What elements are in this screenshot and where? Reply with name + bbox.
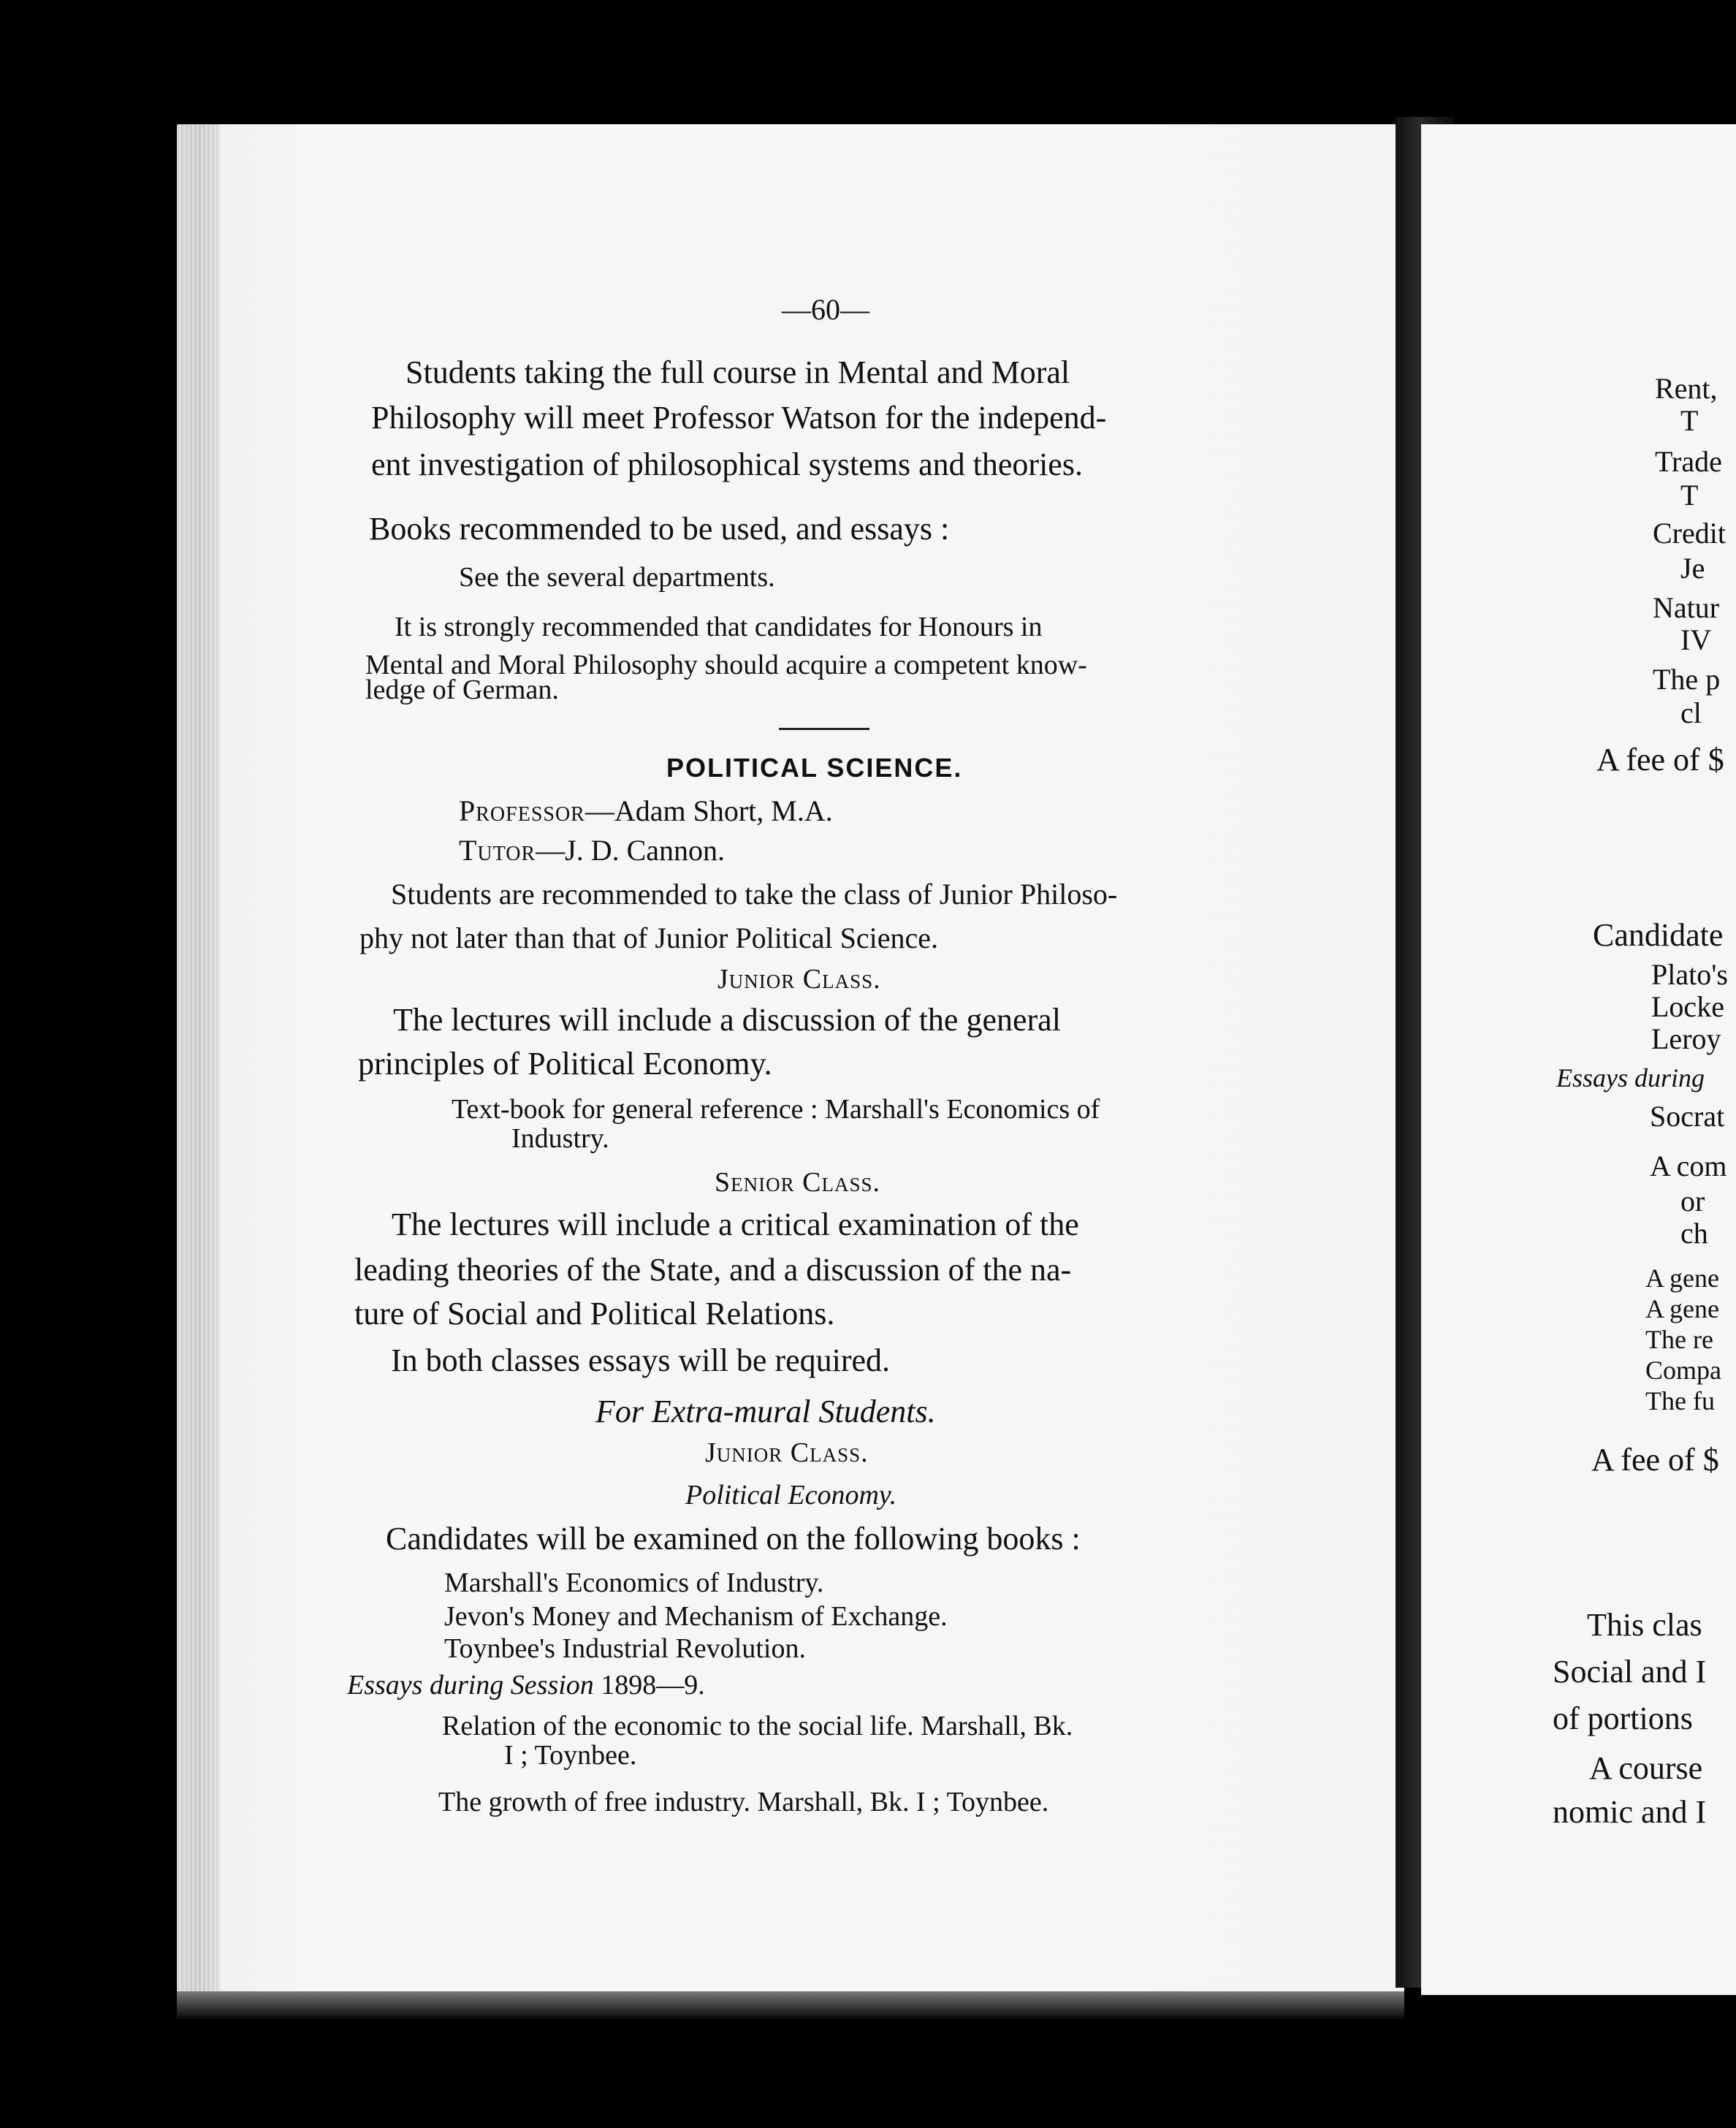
junior-lectures-line1: The lectures will include a discussion of the general	[393, 1002, 1061, 1038]
right-line: The fu	[1645, 1386, 1715, 1416]
para2-line1: It is strongly recommended that candidates for Honours in	[395, 612, 1043, 642]
right-line: cl	[1680, 696, 1702, 729]
para1-line2: Philosophy will meet Professor Watson for the independ-	[371, 400, 1107, 436]
right-line: Compa	[1645, 1356, 1721, 1385]
senior-lectures-line3: ture of Social and Political Relations.	[354, 1296, 835, 1331]
bottom-shadow	[177, 1991, 1404, 2021]
essay2: The growth of free industry. Marshall, Bk. I ; Toynbee.	[438, 1787, 1049, 1817]
senior-lectures-line2: leading theories of the State, and a discussion of the na-	[354, 1252, 1072, 1288]
right-line: Locke	[1651, 990, 1724, 1023]
para3-line1: Students are recommended to take the class of Junior Philoso-	[391, 878, 1118, 911]
right-line: A course	[1589, 1750, 1703, 1786]
para2-line3: ledge of German.	[365, 674, 559, 705]
candidates-line: Candidates will be examined on the following books :	[386, 1521, 1081, 1557]
right-line: Candidate	[1593, 917, 1724, 953]
right-line: A com	[1650, 1150, 1727, 1182]
section-title: POLITICAL SCIENCE.	[666, 753, 963, 783]
right-line: T	[1680, 404, 1699, 437]
books-heading: Books recommended to be used, and essays :	[369, 511, 950, 547]
right-line: Leroy	[1651, 1022, 1721, 1055]
essays-session-label: Essays during Session	[347, 1670, 594, 1700]
political-economy-heading: Political Economy.	[685, 1480, 897, 1510]
essays-required: In both classes essays will be required.	[391, 1342, 891, 1378]
page-number: —60—	[782, 293, 869, 326]
junior-class-heading-2: Junior Class.	[705, 1437, 869, 1468]
right-line: This clas	[1587, 1607, 1702, 1643]
see-departments: See the several departments.	[459, 562, 775, 593]
right-line: Natur	[1653, 591, 1720, 624]
right-line: Essays during	[1556, 1063, 1705, 1092]
right-line: nomic and I	[1553, 1794, 1707, 1830]
right-line: IV	[1680, 623, 1712, 656]
right-line: of portions	[1553, 1700, 1693, 1736]
textbook-line1: Text-book for general reference : Marshall's Economics of	[452, 1094, 1100, 1125]
book-item-1: Marshall's Economics of Industry.	[444, 1568, 824, 1598]
professor-name: —Adam Short, M.A.	[585, 794, 833, 827]
page-edge	[177, 124, 221, 1995]
right-line: Trade	[1655, 445, 1722, 478]
essay1-line2: I ; Toynbee.	[504, 1740, 637, 1771]
senior-class-heading: Senior Class.	[715, 1167, 880, 1198]
right-line: The re	[1645, 1325, 1713, 1354]
professor-label: Professor	[459, 794, 585, 827]
para1-line1: Students taking the full course in Mental and Moral	[406, 354, 1070, 390]
book-item-3: Toynbee's Industrial Revolution.	[444, 1633, 806, 1664]
right-line: A fee of $	[1596, 742, 1724, 778]
tutor-name: —J. D. Cannon.	[536, 834, 726, 867]
essay1-line1: Relation of the economic to the social life. Marshall, Bk.	[442, 1711, 1073, 1741]
right-line: Je	[1680, 552, 1705, 585]
textbook-line2: Industry.	[511, 1123, 609, 1154]
right-line: T	[1680, 479, 1699, 512]
para1-line3: ent investigation of philosophical systems and theories.	[371, 446, 1083, 482]
junior-class-heading: Junior Class.	[717, 964, 881, 995]
right-line: A gene	[1645, 1294, 1719, 1323]
right-line: Social and I	[1553, 1654, 1707, 1690]
right-line: A gene	[1645, 1264, 1719, 1293]
right-line: ch	[1680, 1217, 1708, 1250]
right-line: Rent,	[1655, 372, 1718, 405]
essays-session-year: 1898—9.	[593, 1670, 705, 1700]
right-line: Credit	[1653, 517, 1726, 550]
senior-lectures-line1: The lectures will include a critical examination of the	[392, 1206, 1079, 1242]
para3-line2: phy not later than that of Junior Political Science.	[359, 922, 939, 954]
right-line: Socrat	[1650, 1100, 1725, 1133]
tutor-label: Tutor	[459, 834, 536, 867]
section-divider	[779, 728, 869, 730]
right-line: or	[1680, 1185, 1705, 1217]
book-item-2: Jevon's Money and Mechanism of Exchange.	[444, 1601, 948, 1632]
para2-line2: Mental and Moral Philosophy should acquire a competent know-	[365, 650, 1087, 680]
right-line: Plato's	[1651, 958, 1728, 991]
right-line: The p	[1653, 663, 1721, 696]
right-line: A fee of $	[1591, 1442, 1719, 1478]
junior-lectures-line2: principles of Political Economy.	[358, 1046, 772, 1082]
extramural-heading: For Extra-mural Students.	[595, 1394, 936, 1429]
